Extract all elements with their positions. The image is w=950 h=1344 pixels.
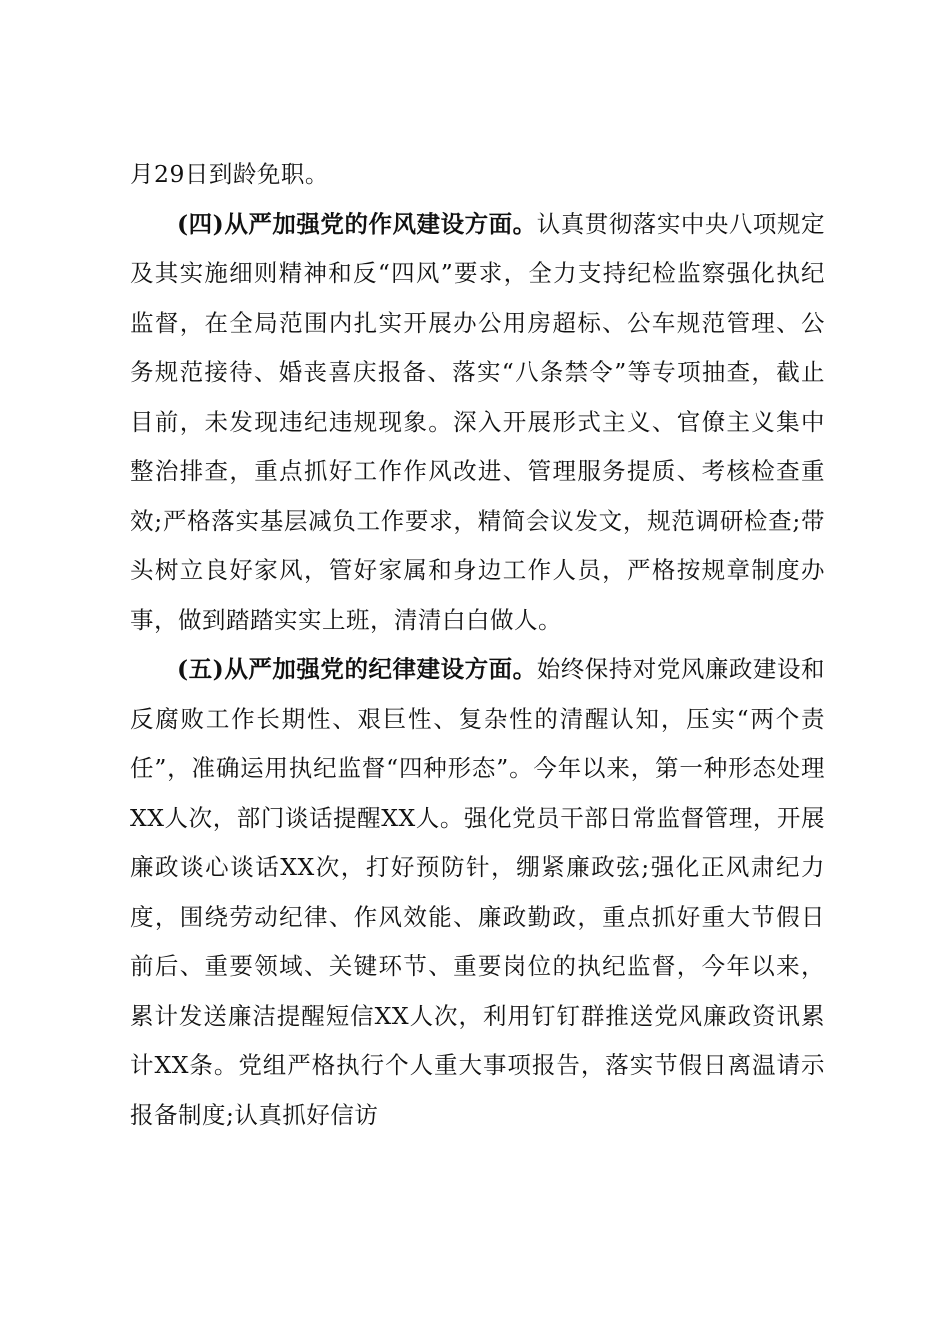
paragraph-body: 始终保持对党风廉政建设和反腐败工作长期性、艰巨性、复杂性的清醒认知，压实“两个责任”，准确运用执纪监督“四种形态”。今年以来，第一种形态处理XX人次，部门谈话提醒XX人。强化党员干部日常监督管理，开展廉政谈心谈话XX次，打好预防针，绷紧廉政弦;强化正风肃纪力度，围绕劳动纪律、作风效能、廉政勤政，重点抓好重大节假日前后、重要领域、关键环节、重要岗位的执纪监督，今年以来，累计发送廉洁提醒短信XX人次，利用钉钉群推送党风廉政资讯累计XX条。党组严格执行个人重大事项报告，落实节假日离温请示报备制度;认真抓好信访 bbox=[130, 655, 825, 1129]
paragraph-body: 认真贯彻落实中央八项规定及其实施细则精神和反“四风”要求，全力支持纪检监察强化执纪监督，在全局范围内扎实开展办公用房超标、公车规范管理、公务规范接待、婚丧喜庆报备、落实“八条禁令”等专项抽查，截止目前，未发现违纪违规现象。深入开展形式主义、官僚主义集中整治排查，重点抓好工作作风改进、管理服务提质、考核检查重效;严格落实基层减负工作要求，精简会议发文，规范调研检查;带头树立良好家风，管好家属和身边工作人员，严格按规章制度办事，做到踏踏实实上班，清清白白做人。 bbox=[130, 209, 825, 634]
paragraph-style-building bbox=[130, 200, 825, 646]
paragraph-body: 月29日到龄免职。 bbox=[130, 160, 329, 188]
paragraph-discipline-building bbox=[130, 645, 825, 1140]
document-page bbox=[130, 150, 825, 1140]
paragraph-heading: (五)从严加强党的纪律建设方面。 bbox=[177, 655, 537, 683]
paragraph-heading: (四)从严加强党的作风建设方面。 bbox=[177, 209, 537, 238]
paragraph-continuation bbox=[130, 150, 825, 200]
